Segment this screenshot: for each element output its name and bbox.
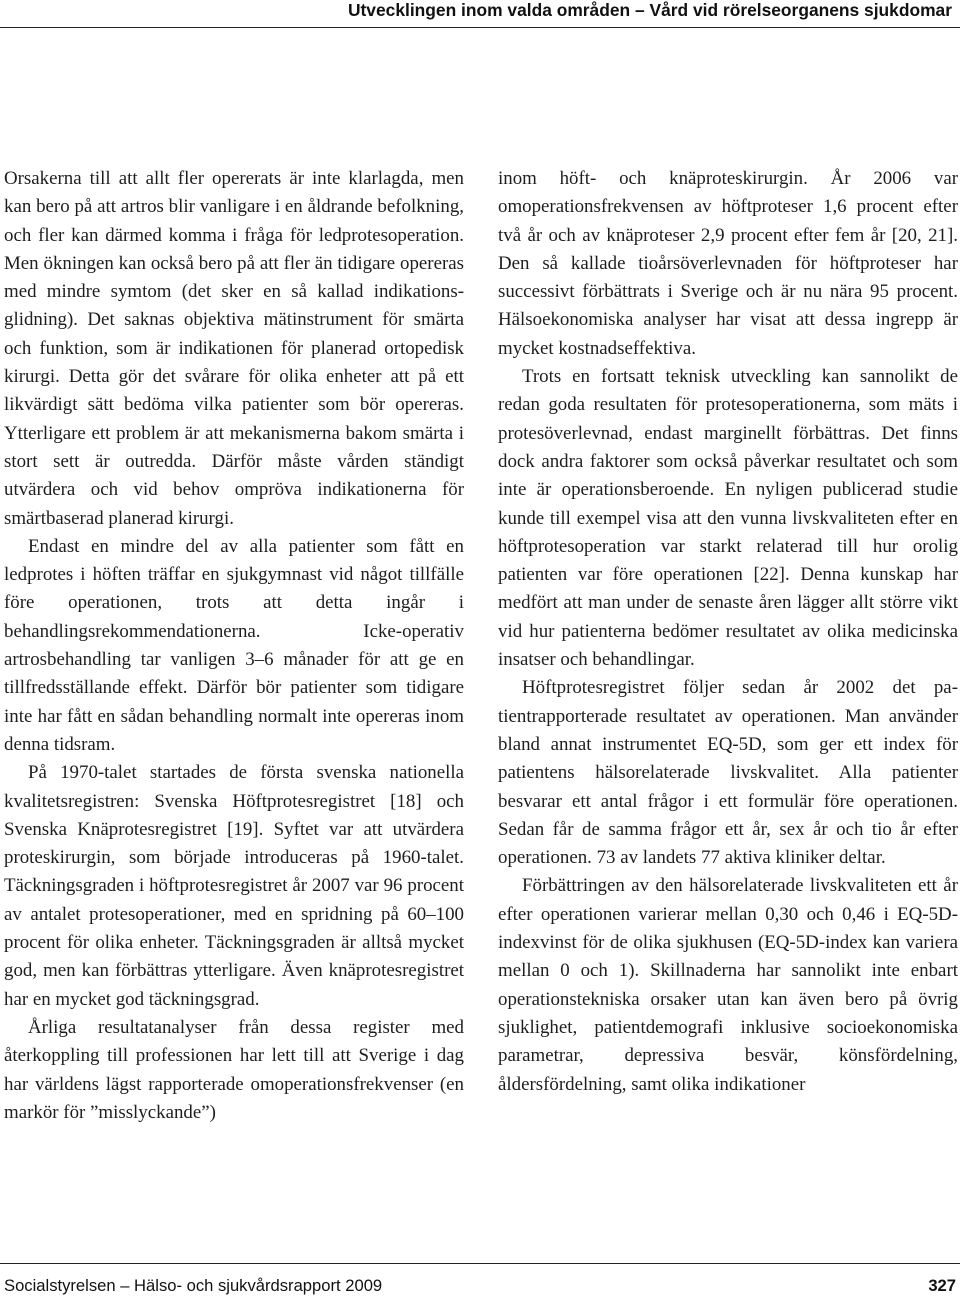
paragraph: Årliga resultatanalyser från dessa register med återkoppling till professionen har lett till att Sverige i dag har världens lägst rapporterade omoperationsfrekvenser (en markör för ”misslyckande”) bbox=[4, 1016, 464, 1123]
paragraph: Orsakerna till att allt fler opererats är inte klarlagda, men kan bero på att artros blir vanligare i en åldrande befolkning, och fler kan därmed komma i fråga för ledprotesoperation. Men ökningen kan också bero på att fler än tidigare opereras med mindre symtom (det sker en så kallad indikationsglidning). Det saknas objektiva mätinstrument för smärta och funktion, som är indikationen för planerad ortopedisk kirurgi. Detta gör det svårare för olika enheter att på ett likvärdigt sätt bedöma vilka patienter som bör opereras. Ytterligare ett problem är att mekanismerna bakom smärta i stort sett är outredda. Därför måste vården ständigt utvärdera och vid behov ompröva indikationerna för smärtbaserad planerad kirurgi. bbox=[4, 168, 464, 529]
paragraph: inom höft- och knäproteskirurgin. År 2006 var omoperationsfrekvensen av höftproteser 1,6 procent efter två år och av knäproteser 2,9 procent efter fem år [20, 21]. Den så kallade tioårsöverlevnaden för höftproteser har successivt förbättrats i Sverige och är nu nära 95 procent. Hälsoekonomiska analyser har visat att dessa ingrepp är mycket kostnadseffektiva. bbox=[498, 168, 958, 359]
footer-publication: Socialstyrelsen – Hälso- och sjukvårdsrapport 2009 bbox=[4, 1276, 383, 1295]
paragraph: På 1970-talet startades de första svenska nationella kvalitetsregistren: Svenska Höftprotesregistret [18] och Svenska Knäprotesregistret [19]. Syftet var att utvärdera proteskirurgin, som började introduceras på 1960-talet. Täckningsgraden i höftprotesregistret år 2007 var 96 procent av antalet protesoperationer, med en spridning på 60–100 procent för olika enheter. Täckningsgraden är alltså mycket god, men kan förbättras ytterligare. Även knäprotesregistret har en mycket god täckningsgrad. bbox=[4, 762, 464, 1010]
right-text-column bbox=[498, 165, 958, 1099]
page-number: 327 bbox=[928, 1276, 956, 1295]
footer-rule bbox=[0, 1263, 960, 1264]
paragraph: Trots en fortsatt teknisk utveckling kan sannolikt de redan goda resultaten för protesoperationerna, som mäts i protesöverlevnad, endast marginellt förbättras. Det finns dock andra faktorer som också påverkar resultatet och som inte är operationsberoende. En nyligen publicerad studie kunde till exempel visa att den vunna livskvaliteten efter en höftprotesoperation var starkt relaterad till hur orolig patienten var före operationen [22]. Denna kunskap har medfört att man under de senaste åren lägger allt större vikt vid hur patienterna bedömer resultatet av olika medicinska insatser och behandlingar. bbox=[498, 366, 958, 671]
header-rule bbox=[0, 27, 960, 28]
paragraph: Höftprotesregistret följer sedan år 2002 det patientrapporterade resultatet av operationen. Man använder bland annat instrumentet EQ-5D, som ger ett index för patientens hälsorelaterade livskvalitet. Alla patienter besvarar ett antal frågor i ett formulär före operationen. Sedan får de samma frågor ett år, sex år och tio år efter operationen. 73 av landets 77 aktiva kliniker deltar. bbox=[498, 677, 958, 869]
paragraph: Förbättringen av den hälsorelaterade livskvaliteten ett år efter operationen varierar mellan 0,30 och 0,46 i EQ-5D-indexvinst för de olika sjukhusen (EQ-5D-index kan variera mellan 0 och 1). Skillnaderna har sannolikt inte enbart operationstekniska orsaker utan kan även bero på övrig sjuklighet, patientdemografi inklusive socioekonomiska parametrar, depressiva besvär, könsfördelning, åldersfördelning, samt olika indikationer bbox=[498, 875, 958, 1095]
running-header-title: Utvecklingen inom valda områden – Vård vid rörelseorganens sjukdomar bbox=[347, 0, 952, 20]
paragraph: Endast en mindre del av alla patienter som fått en ledprotes i höften träffar en sjukgymnast vid något tillfälle före operationen, trots att detta ingår i behandlingsrekommendationerna. Icke-operativ artrosbehandling tar vanligen 3–6 månader för att ge en tillfredsställande effekt. Därför bör patienter som tidigare inte har fått en sådan behandling normalt inte opereras inom denna tidsram. bbox=[4, 535, 464, 755]
left-text-column bbox=[4, 165, 464, 1127]
